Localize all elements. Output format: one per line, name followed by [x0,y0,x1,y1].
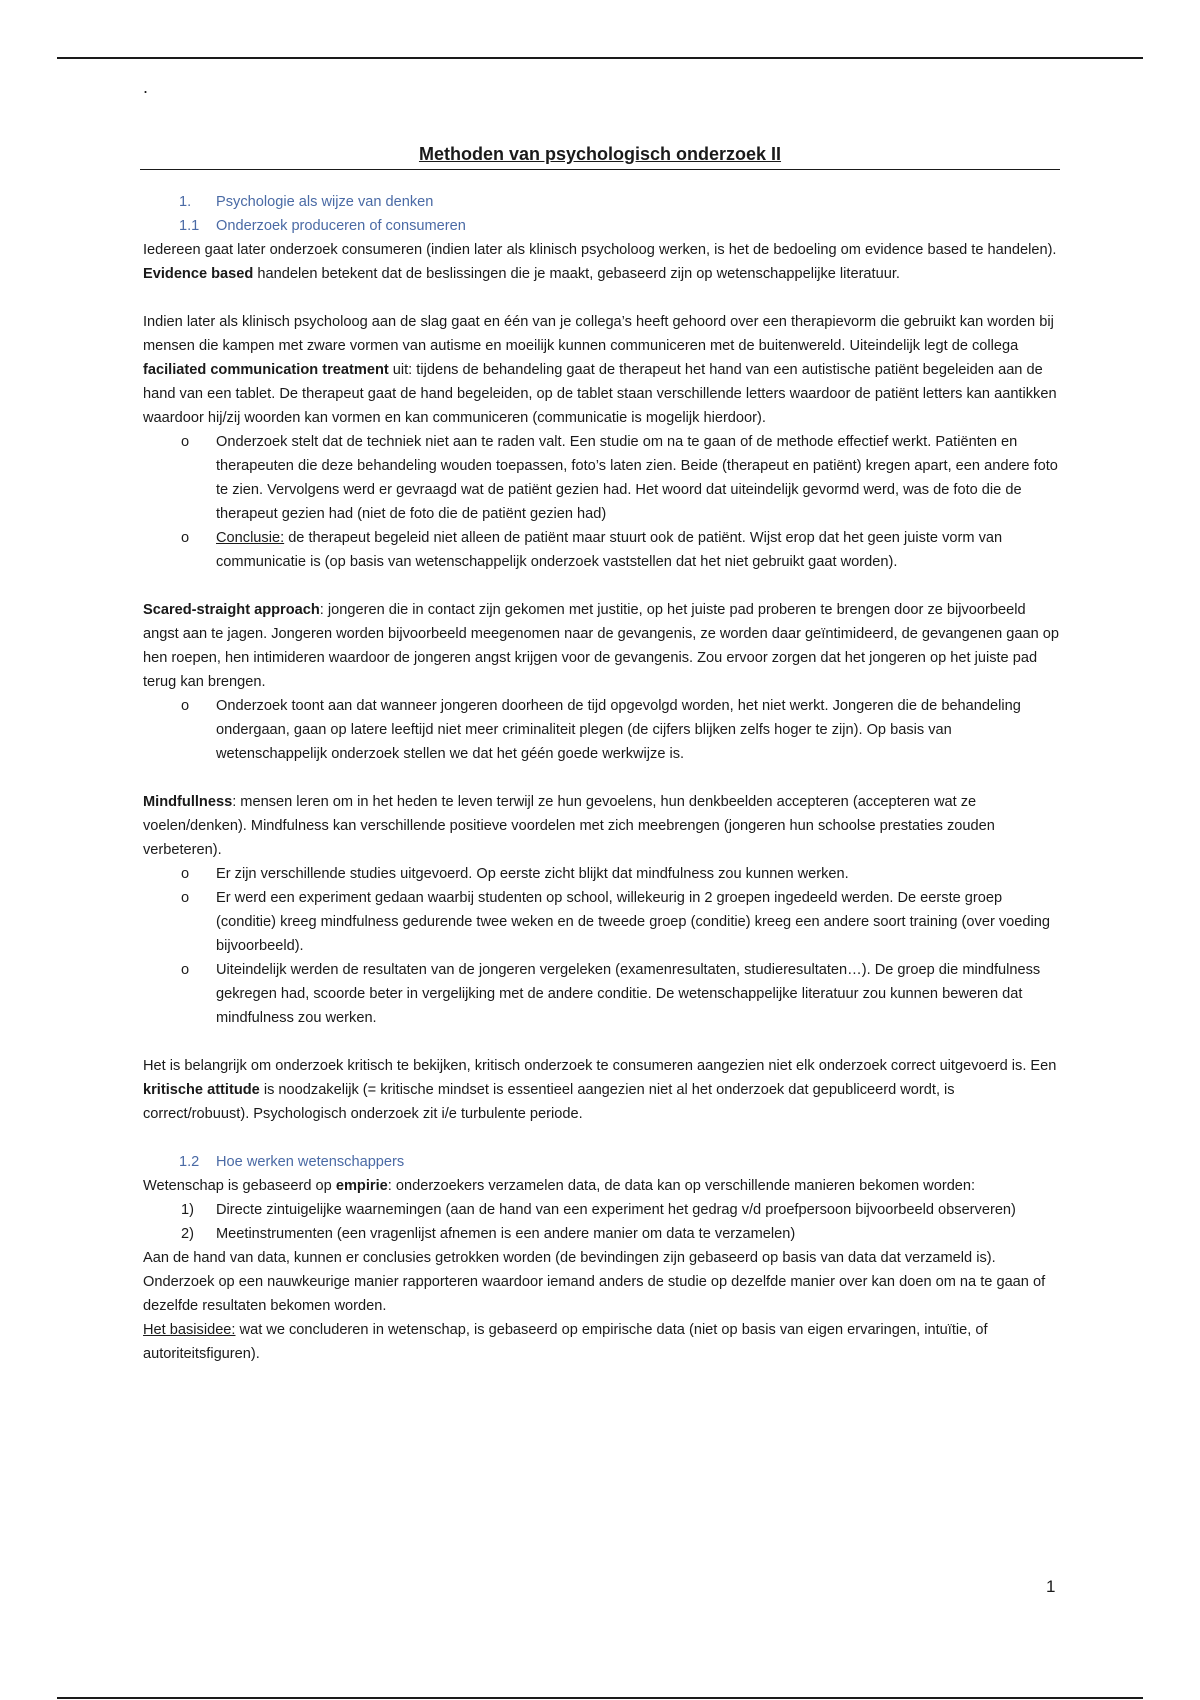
bold-term: Mindfullness [143,794,233,810]
heading-1-2-number: 1.2 [179,1154,200,1170]
document-body [143,190,1063,1366]
page-title: Methoden van psychologisch onderzoek II [418,144,782,164]
heading-1-2 [143,1150,1063,1174]
bottom-rule [57,1697,1143,1699]
paragraph-critical-attitude [143,1054,1063,1126]
paragraph-facilitated-communication [143,310,1063,430]
bullet-marker: o [181,962,190,978]
top-rule [57,57,1143,59]
bold-term: empirie [335,1178,388,1194]
text-run: Indien later als klinisch psycholoog aan de slag gaat en één van je collega’s heeft gehoord over een therapievorm die gebruikt kan worden bij mensen die kampen met zware vormen van autisme en moeilijk kunnen communiceren met de buitenwereld. Uiteindelijk legt de collega [143,314,1054,354]
numbered-item [143,1222,1063,1246]
page-number: 1 [1046,1577,1056,1596]
bullet-item [143,430,1063,526]
heading-1-1-number: 1.1 [179,218,200,234]
bullet-item [143,694,1063,766]
paragraph-mindfulness [143,790,1063,862]
bullet-text: Er werd een experiment gedaan waarbij studenten op school, willekeurig in 2 groepen ingedeeld werden. De eerste groep (conditie) kreeg mindfulness gedurende twee weken en de tweede groep (conditie) kreeg een andere soort training (over voeding bijvoorbeeld). [216,890,1050,954]
paragraph-empirie [143,1174,1063,1198]
title-block [140,144,1060,170]
bullet-marker: o [181,530,190,546]
text-run: handelen betekent dat de beslissingen die je maakt, gebaseerd zijn op wetenschappelijke literatuur. [253,266,900,282]
text-run: uit: tijdens de behandeling gaat de therapeut het hand van een autistische patiënt begeleiden aan de hand van een tablet. De therapeut gaat de hand begeleiden, op de tablet staan verschillende letters waardoor de patiënt letters kan aantikken waardoor hij/zij woorden kan vormen en kan communiceren (communicatie is mogelijk hierdoor). [143,362,1057,426]
bullet-marker: o [181,866,190,882]
underlined-term: Conclusie: [216,530,285,546]
underlined-term: Het basisidee: [143,1322,236,1338]
bullet-item [143,886,1063,958]
paragraph-basic-idea [143,1318,1063,1366]
stray-dot: . [143,77,149,97]
number-marker: 1) [181,1202,194,1218]
bullet-text: de therapeut begeleid niet alleen de patiënt maar stuurt ook de patiënt. Wijst erop dat het geen juiste vorm van communicatie is (op basis van wetenschappelijk onderzoek vaststellen dat het niet gebruikt gaat worden). [216,530,1003,570]
text-run: wat we concluderen in wetenschap, is gebaseerd op empirische data (niet op basis van eigen ervaringen, intuïtie, of autoriteitsfiguren). [143,1322,988,1362]
paragraph-scared-straight [143,598,1063,694]
heading-1-number: 1. [179,194,192,210]
text-run: Wetenschap is gebaseerd op [143,1178,336,1194]
number-marker: 2) [181,1226,194,1242]
bullet-item [143,526,1063,574]
text-run: Het is belangrijk om onderzoek kritisch te bekijken, kritisch onderzoek te consumeren aangezien niet elk onderzoek correct uitgevoerd is. Een [143,1058,1057,1074]
heading-1 [143,190,1063,214]
text-run: : mensen leren om in het heden te leven terwijl ze hun gevoelens, hun denkbeelden accepteren (accepteren wat ze voelen/denken). Mindfulness kan verschillende positieve voordelen met zich meebrengen (jongeren hun schoolse prestaties zouden verbeteren). [143,794,995,858]
bullet-text: Uiteindelijk werden de resultaten van de jongeren vergeleken (examenresultaten, studieresultaten…). De groep die mindfulness gekregen had, scoorde beter in vergelijking met de andere conditie. De wetenschappelijke literatuur zou kunnen beweren dat mindfulness zou werken. [216,962,1041,1026]
bullet-text: Er zijn verschillende studies uitgevoerd. Op eerste zicht blijkt dat mindfulness zou kunnen werken. [216,866,849,882]
paragraph-evidence-based [143,238,1063,286]
bold-term: Scared-straight approach [143,602,320,618]
text-run: Iedereen gaat later onderzoek consumeren (indien later als klinisch psycholoog werken, is het de bedoeling om evidence based te handelen). [143,242,1057,258]
text-run: : onderzoekers verzamelen data, de data kan op verschillende manieren bekomen worden: [387,1178,976,1194]
bold-term: kritische attitude [143,1082,260,1098]
heading-1-text: Psychologie als wijze van denken [216,194,434,210]
text-run: Aan de hand van data, kunnen er conclusies getrokken worden (de bevindingen zijn gebaseerd op basis van data dat verzameld is). Onderzoek op een nauwkeurige manier rapporteren waardoor iemand anders de studie op dezelfde manier over kan doen om na te gaan of dezelfde resultaten bekomen worden. [143,1250,1046,1314]
bold-term: faciliated communication treatment [143,362,389,378]
bullet-text: Onderzoek toont aan dat wanneer jongeren doorheen de tijd opgevolgd worden, het niet werkt. Jongeren die de behandeling ondergaan, gaan op latere leeftijd niet meer criminaliteit plegen (de cijfers blijken zelfs hoger te zijn). Op basis van wetenschappelijk onderzoek stellen we dat het géén goede werkwijze is. [216,698,1021,762]
paragraph-conclusions [143,1246,1063,1318]
heading-1-2-text: Hoe werken wetenschappers [216,1154,405,1170]
bullet-marker: o [181,434,190,450]
text-run: : jongeren die in contact zijn gekomen met justitie, op het juiste pad proberen te brengen door ze bijvoorbeeld angst aan te jagen. Jongeren worden bijvoorbeeld meegenomen naar de gevangenis, ze worden daar geïntimideerd, de gevangenen gaan op hen roepen, hen intimideren waardoor de jongeren angst krijgen voor de gevangenis. Zou ervoor zorgen dat het jongeren op het juiste pad terug kan brengen. [143,602,1060,690]
bold-term: Evidence based [143,266,254,282]
heading-1-1 [143,214,1063,238]
heading-1-1-text: Onderzoek produceren of consumeren [216,218,466,234]
numbered-item [143,1198,1063,1222]
bullet-item [143,862,1063,886]
bullet-item [143,958,1063,1030]
text-run: is noodzakelijk (= kritische mindset is essentieel aangezien niet al het onderzoek dat gepubliceerd wordt, is correct/robuust). Psychologisch onderzoek zit i/e turbulente periode. [143,1082,955,1122]
numbered-text: Meetinstrumenten (een vragenlijst afnemen is een andere manier om data te verzamelen) [216,1226,796,1242]
numbered-text: Directe zintuigelijke waarnemingen (aan de hand van een experiment het gedrag v/d proefpersoon bijvoorbeeld observeren) [216,1202,1016,1218]
bullet-text: Onderzoek stelt dat de techniek niet aan te raden valt. Een studie om na te gaan of de methode effectief werkt. Patiënten en therapeuten die deze behandeling wouden toepassen, foto’s laten zien. Beide (therapeut en patiënt) kregen apart, een andere foto te zien. Vervolgens werd er gevraagd wat de patiënt gezien had. Het woord dat uiteindelijk gevormd werd, was de foto die de therapeut gezien had (niet de foto die de patiënt gezien had) [216,434,1058,522]
bullet-marker: o [181,890,190,906]
bullet-marker: o [181,698,190,714]
